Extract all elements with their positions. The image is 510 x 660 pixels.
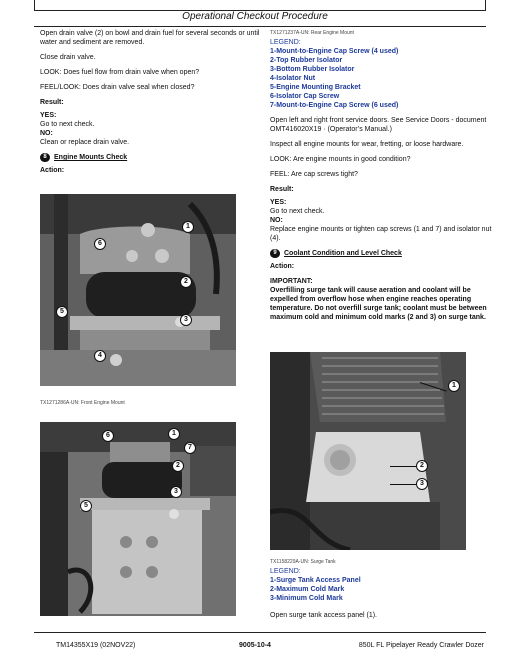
- header-rule-bottom: [34, 26, 486, 27]
- open-doors-text: Open left and right front service doors. See Service Doors - document OMT416020X19 · (Operator’s Manual.): [270, 117, 487, 133]
- no-label: NO:: [40, 130, 53, 137]
- step-coolant-check: [270, 249, 492, 258]
- action-label: Action:: [40, 167, 65, 174]
- important-text: Overfilling surge tank will cause aeration and coolant will be expelled from overflow hose when engine reaches operating temperature. Do not overfill surge tank; coolant must be between maximum cold and minimum cold marks (2 and 3) on surge tank.: [270, 287, 487, 321]
- left-column: [40, 29, 260, 175]
- rear-engine-mount-illustration: [40, 422, 236, 616]
- footer-machine-name: 850L FL Pipelayer Ready Crawler Dozer: [358, 642, 484, 649]
- callout-4: 4: [94, 350, 106, 362]
- callout-7-rear: 7: [184, 442, 196, 454]
- callout-1-rear: 1: [168, 428, 180, 440]
- legend-item: 1-Mount-to-Engine Cap Screw (4 used): [270, 48, 399, 55]
- callout-2-tank: 2: [416, 460, 428, 472]
- legend-item: 2-Top Rubber Isolator: [270, 57, 343, 64]
- close-valve-text: Close drain valve.: [40, 54, 96, 61]
- footer-page-number: 9005-10-4: [239, 642, 271, 649]
- tank-legend-item: 3-Minimum Cold Mark: [270, 595, 343, 602]
- drain-intro-text: Open drain valve (2) on bowl and drain fuel for several seconds or until water and sediment are removed.: [40, 30, 260, 46]
- yes-label: YES:: [40, 112, 57, 119]
- front-engine-mount-illustration: [40, 194, 236, 386]
- yes-label-mounts: YES:: [270, 199, 287, 206]
- legend-item: 4-Isolator Nut: [270, 75, 316, 82]
- callout-3-tank: 3: [416, 478, 428, 490]
- callout-1-tank: 1: [448, 380, 460, 392]
- header-border-right: [485, 0, 486, 10]
- callout-6: 6: [94, 238, 106, 250]
- callout-2-rear: 2: [172, 460, 184, 472]
- no-label-mounts: NO:: [270, 217, 283, 224]
- no-text-mounts: Replace engine mounts or tighten cap screws (1 and 7) and isolator nut (4).: [270, 226, 492, 242]
- callout-2: 2: [180, 276, 192, 288]
- footer-doc-id: TM14355X19 (02NOV22): [56, 642, 136, 649]
- step-number-badge: 8: [40, 153, 50, 162]
- page-title: Operational Checkout Procedure: [182, 11, 328, 22]
- tank-legend-item: 2-Maximum Cold Mark: [270, 586, 345, 593]
- front-mount-caption: TX1271286A-UN: Front Engine Mount: [40, 400, 125, 406]
- right-column: [270, 29, 492, 322]
- look-question-mounts: LOOK: Are engine mounts in good condition?: [270, 156, 411, 163]
- front-engine-mount-photo: [40, 194, 236, 386]
- feel-question: FEEL/LOOK: Does drain valve seal when closed?: [40, 84, 195, 91]
- callout-1: 1: [182, 221, 194, 233]
- callout-5-rear: 5: [80, 500, 92, 512]
- step-engine-mounts: [40, 153, 260, 162]
- surge-tank-caption: TX1158229A-UN: Surge Tank: [270, 559, 336, 565]
- action-label-coolant: Action:: [270, 263, 295, 270]
- step-title: Engine Mounts Check: [54, 154, 128, 161]
- yes-text: Go to next check.: [40, 121, 95, 128]
- feel-question-mounts: FEEL: Are cap screws tight?: [270, 171, 358, 178]
- result-label: Result:: [40, 99, 64, 106]
- callout-6-rear: 6: [102, 430, 114, 442]
- legend-item: 3-Bottom Rubber Isolator: [270, 66, 355, 73]
- result-label-mounts: Result:: [270, 186, 294, 193]
- tank-legend-item: 1-Surge Tank Access Panel: [270, 577, 361, 584]
- header-border-left: [34, 0, 35, 10]
- rear-engine-mount-photo: [40, 422, 236, 616]
- footer-rule: [34, 632, 486, 633]
- legend-item: 7-Mount-to-Engine Cap Screw (6 used): [270, 102, 399, 109]
- leader-line-3: [390, 484, 416, 485]
- surge-tank-illustration: [270, 352, 466, 550]
- rear-mount-caption: TX1271237A-UN: Rear Engine Mount: [270, 30, 354, 36]
- open-panel-text: Open surge tank access panel (1).: [270, 612, 378, 619]
- no-text: Clean or replace drain valve.: [40, 139, 130, 146]
- tank-legend-title: LEGEND:: [270, 568, 301, 575]
- legend-item: 5-Engine Mounting Bracket: [270, 84, 361, 91]
- surge-tank-legend-block: [270, 558, 492, 620]
- callout-3-rear: 3: [170, 486, 182, 498]
- callout-3: 3: [180, 314, 192, 326]
- look-question: LOOK: Does fuel flow from drain valve when open?: [40, 69, 200, 76]
- leader-line-2: [390, 466, 416, 467]
- step-number-badge: 9: [270, 249, 280, 258]
- important-label: IMPORTANT:: [270, 278, 313, 285]
- legend-title: LEGEND:: [270, 39, 301, 46]
- yes-text-mounts: Go to next check.: [270, 208, 325, 215]
- inspect-text: Inspect all engine mounts for wear, fretting, or loose hardware.: [270, 141, 464, 148]
- step-title: Coolant Condition and Level Check: [284, 250, 402, 257]
- surge-tank-photo: [270, 352, 466, 550]
- callout-5: 5: [56, 306, 68, 318]
- legend-item: 6-Isolator Cap Screw: [270, 93, 340, 100]
